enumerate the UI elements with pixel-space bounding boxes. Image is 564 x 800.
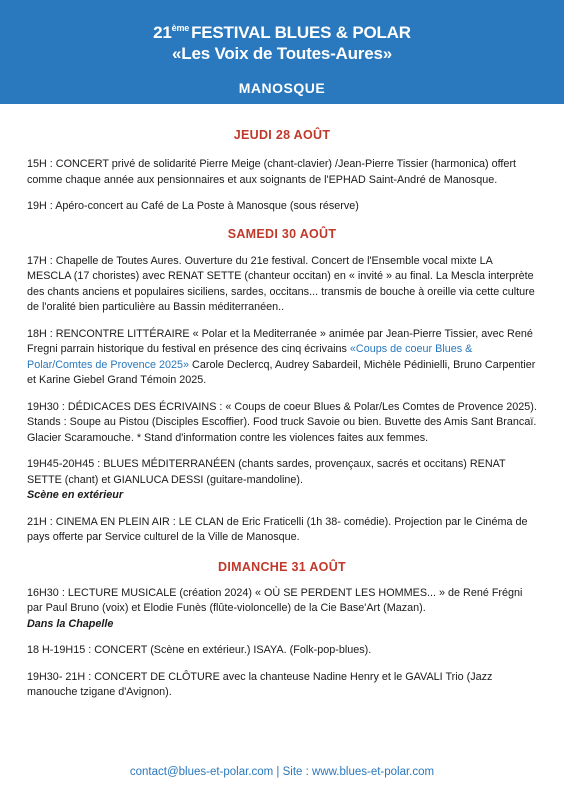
city-name: MANOSQUE — [238, 80, 326, 96]
event-item: 15H : CONCERT privé de solidarité Pierre Meige (chant-clavier) /Jean-Pierre Tissier (harmonica) offert comme chaque année aux pensionnaires et aux soignants de l'EPHAD Saint-André de Manosque. — [27, 158, 517, 186]
program-content — [0, 128, 564, 701]
festival-subtitle: «Les Voix de Toutes-Aures» — [172, 44, 392, 63]
event-item: 16H30 : LECTURE MUSICALE (création 2024) « OÙ SE PERDENT LES HOMMES... » de René Frégni par Paul Bruno (voix) et Elodie Funès (flûte-violoncelle) de la Cie Base'Art (Mazan). Dans la Chapelle — [27, 586, 537, 633]
festival-title: 21ème FESTIVAL BLUES & POLAR — [153, 23, 411, 42]
event-note: Dans la Chapelle — [27, 617, 114, 630]
event-item: 19H30- 21H : CONCERT DE CLÔTURE avec la chanteuse Nadine Henry et le GAVALI Trio (Jazz manouche tzigane d'Avignon). — [27, 670, 493, 698]
footer-contact: contact@blues-et-polar.com | Site : www.blues-et-polar.com — [129, 766, 435, 778]
event-item: 17H : Chapelle de Toutes Aures. Ouverture du 21e festival. Concert de l'Ensemble vocal mixte LA MESCLA (17 choristes) avec RENAT SETTE (chanteur occitan) en « invité » au final. La Mescla interprète des chants anciens et populaires siciliens, sardes, occitans... transmis de bouche à oreille via cette culture de l'oralité bien particulière au Bassin méditerranéen.. — [27, 254, 535, 313]
day-title-jeudi: JEUDI 28 AOÛT — [233, 128, 331, 142]
event-item: 19H30 : DÉDICACES DES ÉCRIVAINS : « Coups de coeur Blues & Polar/Les Comtes de Provence 2025). Stands : Soupe au Pistou (Disciples Escoffier). Food truck Savoie ou bien. Buvette des Amis Sant Brancaï. Glacier Scaramouche. * Stand d'information contre les violences faites aux femmes. — [27, 400, 537, 444]
event-item: 18H : RENCONTRE LITTÉRAIRE « Polar et la Mediterranée » animée par Jean-Pierre Tissier, avec René Fregni parrain historique du festival en présence des cinq écrivains «Coups de coeur Blues & Polar/Comtes de Provence 2025» Carole Declercq, Audrey Sabardeil, Michèle Pédinielli, Bruno Carpentier et Karine Giebel Grand Témoin 2025. — [27, 327, 536, 386]
event-note: Scène en extérieur — [27, 489, 124, 501]
event-item: 19H : Apéro-concert au Café de La Poste à Manosque (sous réserve) — [27, 200, 359, 212]
event-item: 19H45-20H45 : BLUES MÉDITERRANÉEN (chants sardes, provençaux, sacrés et occitans) RENAT SETTE (chant) et GIANLUCA DESSI (guitare-mandoline). Scène en extérieur — [27, 457, 537, 504]
event-item: 18 H-19H15 : CONCERT (Scène en extérieur.) ISAYA. (Folk-pop-blues). — [27, 644, 372, 656]
header-banner — [0, 0, 564, 104]
day-title-samedi: SAMEDI 30 AOÛT — [227, 226, 337, 241]
day-title-dimanche: DIMANCHE 31 AOÛT — [218, 559, 346, 574]
coups-de-coeur-highlight: «Coups de coeur Blues & Polar/Comtes de Provence 2025» — [27, 343, 473, 371]
event-item: 21H : CINEMA EN PLEIN AIR : LE CLAN de Eric Fraticelli (1h 38- comédie). Projection par le Cinéma de pays offerte par Service culturel de la Ville de Manosque. — [27, 515, 528, 543]
